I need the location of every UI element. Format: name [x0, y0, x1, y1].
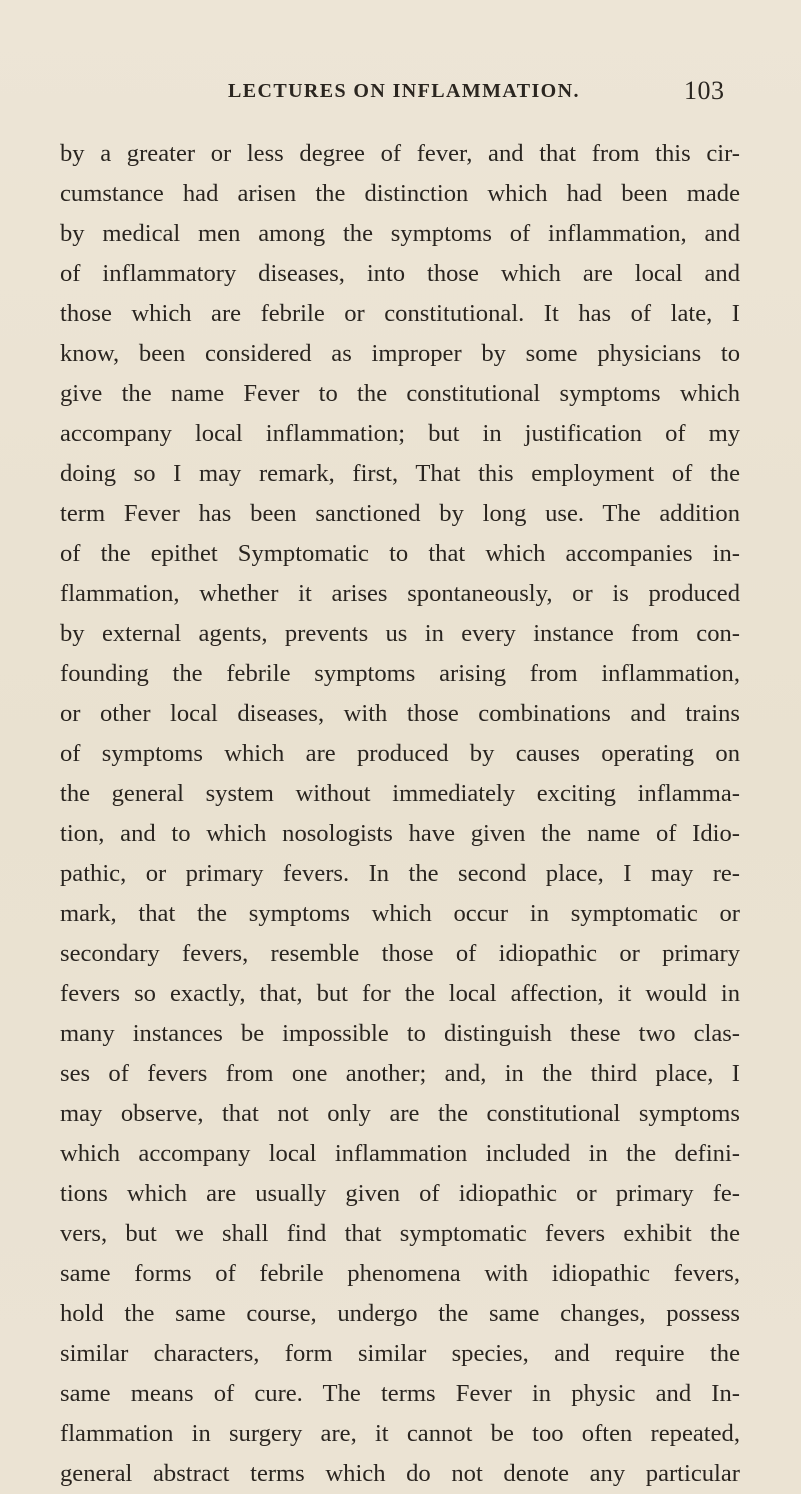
- text-line: hold the same course, undergo the same changes, possess: [60, 1300, 740, 1327]
- text-line: of the epithet Symptomatic to that which accompanies in-: [60, 540, 740, 567]
- text-line: general abstract terms which do not denote any particular: [60, 1460, 740, 1487]
- text-line: many instances be impossible to distinguish these two clas-: [60, 1020, 740, 1047]
- text-line: doing so I may remark, first, That this employment of the: [60, 460, 740, 487]
- text-line: ses of fevers from one another; and, in the third place, I: [60, 1060, 740, 1087]
- text-line: by external agents, prevents us in every instance from con-: [60, 620, 740, 647]
- text-line: those which are febrile or constitutional. It has of late, I: [60, 300, 740, 327]
- text-line: tion, and to which nosologists have given the name of Idio-: [60, 820, 740, 847]
- text-line: or other local diseases, with those combinations and trains: [60, 700, 740, 727]
- text-line: know, been considered as improper by some physicians to: [60, 340, 740, 367]
- text-line: similar characters, form similar species, and require the: [60, 1340, 740, 1367]
- text-line: fevers so exactly, that, but for the local affection, it would in: [60, 980, 740, 1007]
- text-line: cumstance had arisen the distinction which had been made: [60, 180, 740, 207]
- text-line: same means of cure. The terms Fever in physic and In-: [60, 1380, 740, 1407]
- text-line: same forms of febrile phenomena with idiopathic fevers,: [60, 1260, 740, 1287]
- text-line: which accompany local inflammation included in the defini-: [60, 1140, 740, 1167]
- text-line: of symptoms which are produced by causes operating on: [60, 740, 740, 767]
- text-line: pathic, or primary fevers. In the second place, I may re-: [60, 860, 740, 887]
- text-line: mark, that the symptoms which occur in symptomatic or: [60, 900, 740, 927]
- text-line: accompany local inflammation; but in justification of my: [60, 420, 740, 447]
- text-line: secondary fevers, resemble those of idiopathic or primary: [60, 940, 740, 967]
- body-text: [60, 134, 740, 1494]
- text-line: of inflammatory diseases, into those which are local and: [60, 260, 740, 287]
- text-line: vers, but we shall find that symptomatic fevers exhibit the: [60, 1220, 740, 1247]
- text-line: by medical men among the symptoms of inflammation, and: [60, 220, 740, 247]
- text-line: founding the febrile symptoms arising from inflammation,: [60, 660, 740, 687]
- text-line: term Fever has been sanctioned by long use. The addition: [60, 500, 740, 527]
- text-line: may observe, that not only are the constitutional symptoms: [60, 1100, 740, 1127]
- text-line: tions which are usually given of idiopathic or primary fe-: [60, 1180, 740, 1207]
- text-line: flammation in surgery are, it cannot be too often repeated,: [60, 1420, 740, 1447]
- page-number: 103: [684, 76, 725, 105]
- page-header: [228, 76, 728, 110]
- text-line: give the name Fever to the constitutional symptoms which: [60, 380, 740, 407]
- running-head: LECTURES ON INFLAMMATION.: [228, 80, 580, 102]
- text-line: the general system without immediately exciting inflamma-: [60, 780, 740, 807]
- text-line: by a greater or less degree of fever, and that from this cir-: [60, 140, 740, 167]
- text-line: flammation, whether it arises spontaneously, or is produced: [60, 580, 740, 607]
